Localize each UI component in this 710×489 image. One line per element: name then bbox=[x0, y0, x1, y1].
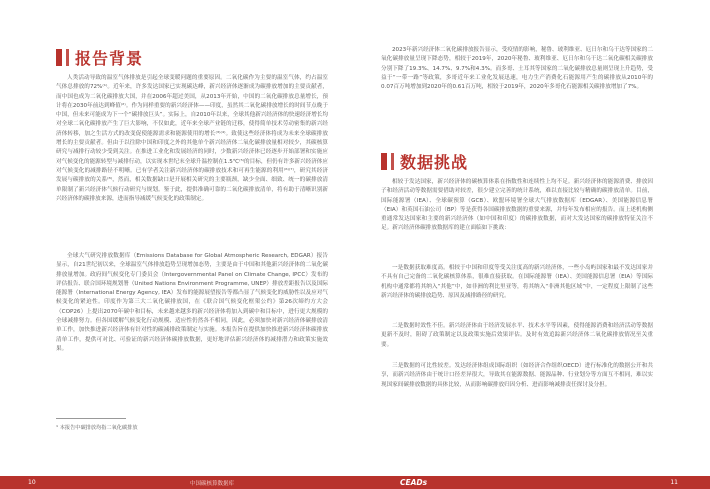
heading-bar-icon bbox=[66, 49, 69, 66]
paragraph: 2023年新兴经济体二氧化碳排放报告显示，受疫情的影响，秘鲁、玻利维亚、厄日尔和乌干达等国家的二氧化碳排放量呈现下降态势，相较于2019年，2020年秘鲁、玻利维亚、厄日尔和乌干达二氧化碳相关碳排放分别下降了19.3%、14.7%、9.7%和4.3%。而多哥、土耳其等国家的二氧化碳排放总量则呈现上升趋势，受益于“一带一路”等政策，多哥近年来工业化发展迅速，电力生产消费化石能源用产生的碳排放从2010年的0.07百万吨增加到2020年的0.61百万吨，相较于2019年，2020年多哥化石能源相关碳排放增加了7%。 bbox=[381, 47, 653, 91]
paragraph: 一是数据获取难度高。相较于中国和印度等受关注度高的新兴经济体，一些小岛屿国家和最不发达国家并不具有自己完备的二氧化碳核算体系，很难直接获取。在国际能源署（IEA）、美国能源信息署（EIA）等国际机构中通常都将其纳入“其他”中，如非洲的利比里亚等，将其纳入“非洲其他区域”中，一定程度上限制了这些新兴经济体的碳排放趋势、原因及减排路径的研究。 bbox=[381, 265, 653, 299]
brand-logo: CEADs bbox=[400, 478, 428, 487]
page-footer bbox=[0, 476, 710, 489]
page-number-left: 10 bbox=[28, 479, 36, 486]
footnote-rule bbox=[56, 418, 126, 419]
heading-text: 报告背景 bbox=[75, 49, 144, 68]
heading-bar-icon bbox=[391, 153, 394, 170]
heading-text: 数据挑战 bbox=[400, 153, 469, 172]
right-page bbox=[355, 0, 710, 489]
section-heading-challenges bbox=[381, 150, 468, 173]
page-number-right: 11 bbox=[670, 479, 678, 486]
footer-title: 中国碳核算数据库 bbox=[190, 481, 235, 487]
paragraph: 三是数据的可比性较差。发达经济体组成国际组织（如经济合作组织OECD）进行标准化的数据公开和共享，而新兴经济体由于统计口径差异很大，导致其在能源数据、能源品种、行业划分等方面互不相同，难以实现国家间碳排放数据的具体比较，从而影响碳排放归因分析、进而影响减排责任探讨及分担。 bbox=[381, 363, 653, 388]
heading-bar-icon bbox=[56, 49, 62, 66]
footnote: ¹ 本报告中碳排放均指二氧化碳排放 bbox=[56, 425, 138, 431]
section-heading-background bbox=[56, 46, 143, 69]
heading-bar-icon bbox=[381, 153, 387, 170]
paragraph: 全球大气研究排放数据库（Emissions Database for Global Atmospheric Research, EDGAR）报告显示，自21世纪初以来，全球温室气体排放趋势呈现增加态势，主要是由于中国和其他新兴经济体的二氧化碳排放量增加。政府间气候变化专门委员会（Intergovernmental Panel on Climate Change, IPCC）发布的评估报告、联合国环境规划署（United Nations Environment Programme, UNEP）排放差距报告以及国际能源署（International Energy Agency, IEA）发布的能源展望报告等都凸显了气候变化的威胁性以及应对气候变化的紧迫性。印度作为第三大二氧化碳排放国，在《联合国气候变化框架公约》第26次缔约方大会（COP26）上提出2070年碳中和目标，未来越来越多的新兴经济体将加入到碳中和目标中，进行更大规模的全球减排努力。但各国缓解气候变化行动规模、适应性仍然各不相同，因此，必须加快对新兴经济体碳排放清单工作，加快推进新兴经济体有针对性的碳减排政策制定与实施。本报告旨在提供加快推进新兴经济体碳排放清单工作，提供可对比、可验证的新兴经济体碳排放数据，更好地评估新兴经济体的减排潜力和政策实施效果。 bbox=[56, 253, 328, 352]
paragraph: 二是数据时效性不佳。新兴经济体由于经济发展水平、技术水平等因素，使得能源消费和经济活动等数据更新不及时，阻碍了政策制定以及政策实施后效果评估。及时有效追踪新兴经济体二氧化碳排放情况至关重要。 bbox=[381, 323, 653, 348]
paragraph: 人类活动导致的温室气体排放是引起全球变暖问题的重要原因。二氧化碳作为主要的温室气体，约占温室气体总排放的72%⁽¹⁾。近年来，许多发达国家已实现碳达峰，新兴经济体逐渐成为碳排放增加的主要贡献者，而中国也成为二氧化碳排放大国，并在2006年超过美国，从2013年开始，中国的二氧化碳排放总量增长，预计将在2030年前达到峰值⁽²⁾。作为同样重要的新兴经济体——印度，虽然其二氧化碳排放增长的时间节点晚于中国，但未来可能成为下一个“碳排放巨头”。实际上，自2010年以来，全球其他新兴经济体的快速经济增长均对全球二氧化碳排放产生了巨大影响，不仅如此，近年来全球产业链的迁移，使得简单技术劳动密集的新兴经济体转移，加之生活方式的改变促使能源需求和能源使用的增长⁽³⁾⁽⁴⁾。致使这些经济体将成为未来全球碳排放增长的主要贡献者。但由于以往除中国和印度之外的其他单个新兴经济体二氧化碳排放量相对较少，其碳核算研究与减排行动较少受到关注。在推进工业化和发展经济的同时，少数新兴经济体已经逐步开始部署和实施应对气候变化的能源转型与减排行动，以实现本世纪末全球升温控制在1.5℃⁽⁵⁾的目标，但仍有许多新兴经济体应对气候变化的减排路径不明晰。已有学者关注新兴经济体的碳排放技术和可再生能源的利用⁽⁶⁾⁽⁷⁾，研究其经济发展与碳排放的关系⁽⁸⁾，然而，相关数据缺口是开展相关研究的主要瓶颈，缺少全面、细致、统一的碳排放清单限制了新兴经济体气候行动研究与规划。鉴于此，提供准确可靠的二氧化碳排放清单，将有助于清晰识别新兴经济体的碳排放来源，进而指导减缓气候变化的政策制定。 bbox=[56, 75, 328, 202]
paragraph: 相较于发达国家，新兴经济体的碳核算体系在指数性和连续性上均不足。新兴经济体的能源消费、排放因子和经济活动等数据需要借助对较差，很少建立完善的统计系统，难以直接比较与精确的碳排放清单。目前，国际能源署（IEA）、全球碳预算（GCB）、欧盟环境署全球大气排放数据库（EDGAR）、美国能源信息署（EIA）和英国石油公司（BP）等是获得各国碳排放数据的重要来源，并每年发布相应的报告。而上述机构侧重通常发达国家和主要的新兴经济体（如中国和印度）的碳排放数据，而对大发达国家的碳排放特征关注不足。新兴经济体碳排放数据库的建立面临如下挑战： bbox=[381, 179, 653, 232]
